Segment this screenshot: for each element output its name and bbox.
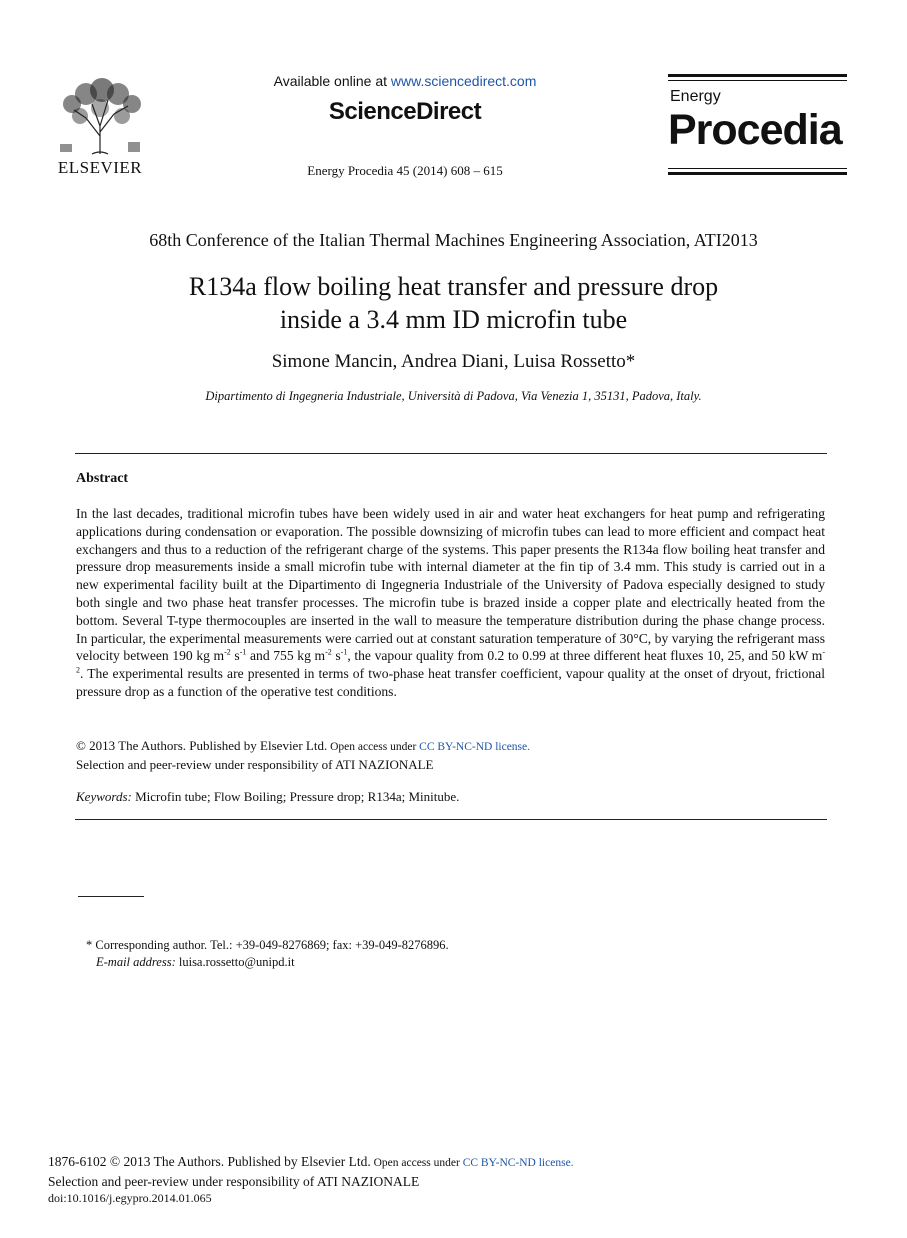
footnote	[86, 937, 449, 971]
platform-name: ScienceDirect	[328, 98, 482, 125]
abstract-text-3: and 755 kg m	[246, 648, 326, 664]
sciencedirect-link[interactable]: www.sciencedirect.com	[390, 73, 537, 89]
abstract-heading: Abstract	[76, 471, 129, 486]
journal-reference: Energy Procedia 45 (2014) 608 – 615	[307, 163, 503, 178]
journal-brand-small: Energy	[670, 88, 721, 105]
open-access-text: Open access under	[327, 741, 420, 753]
corresponding-author: * Corresponding author. Tel.: +39-049-8276869; fax: +39-049-8276896.	[86, 938, 449, 952]
doi[interactable]: doi:10.1016/j.egypro.2014.01.065	[48, 1191, 212, 1205]
authors: Simone Mancin, Andrea Diani, Luisa Rossetto*	[271, 351, 636, 372]
conference-name: 68th Conference of the Italian Thermal Machines Engineering Association, ATI2013	[149, 230, 758, 250]
affiliation: Dipartimento di Ingegneria Industriale, Università di Padova, Via Venezia 1, 35131, Padova, Italy.	[205, 389, 702, 403]
copyright-text: © 2013 The Authors. Published by Elsevier Ltd.	[76, 738, 328, 753]
license-link[interactable]: CC BY-NC-ND license.	[419, 741, 531, 753]
footnote-rule	[78, 896, 144, 897]
footer-peer-review: Selection and peer-review under responsibility of ATI NAZIONALE	[48, 1173, 420, 1189]
abstract-body	[76, 505, 825, 701]
email-address[interactable]: luisa.rossetto@unipd.it	[175, 955, 295, 969]
journal-brand-large: Procedia	[668, 106, 842, 154]
email-label: E-mail address:	[96, 955, 176, 969]
abstract-text-5: , the vapour quality from 0.2 to 0.99 at three different heat fluxes 10, 25, and 50 kW m	[347, 648, 823, 664]
publisher-logo-word: ELSEVIER	[57, 158, 143, 177]
abstract-bottom-rule	[75, 819, 827, 820]
available-online-prefix: Available online at	[273, 73, 391, 89]
paper-title-line-1: R134a flow boiling heat transfer and pressure drop	[188, 272, 719, 301]
abstract-text-6: . The experimental results are presented in terms of two-phase heat transfer coefficient, vapour quality at the onset of dryout, frictional pressure drop as a function of the operative test conditions.	[76, 666, 825, 699]
abstract-sup-1: -2	[224, 647, 231, 657]
abstract-text-1: In the last decades, traditional microfin tubes have been widely used in air and water heat exchangers for heat pump and refrigerating applications during condensation or evaporation. The possible downsizing of microfin tubes can lead to more efficient and compact heat exchangers and thus to a reduction of the refrigerant charge of the systems. This paper presents the R134a flow boiling heat transfer and pressure drop measurements inside a small microfin tube with internal diameter at the fin tip of 3.4 mm. This study is carried out in a new experimental facility built at the Dipartimento di Ingegneria Industriale of the University of Padova especially designed to study both single and two phase heat transfer processes. The microfin tube is brazed inside a copper plate and electrically heated from the bottom. Several T-type thermocouples are inserted in the wall to measure the temperature distribution during the phase change process. In particular, the experimental measurements were carried out at constant saturation temperature of 30°C, by varying the refrigerant mass velocity between 190 kg m	[76, 506, 825, 664]
issn-line: 1876-6102 © 2013 The Authors. Published by Elsevier Ltd.	[48, 1154, 371, 1169]
keywords-label: Keywords:	[76, 789, 132, 804]
paper-title	[0, 270, 907, 336]
abstract-sup-2: -1	[239, 647, 247, 657]
abstract-text-4: s	[331, 648, 341, 664]
journal-brand-logo	[668, 74, 847, 178]
abstract-top-rule	[75, 453, 827, 454]
paper-title-line-2: inside a 3.4 mm ID microfin tube	[279, 305, 628, 334]
footer-open-access: Open access under	[370, 1157, 463, 1169]
keywords	[76, 789, 459, 805]
page-footer	[48, 1153, 574, 1208]
abstract-sup-4: -1	[340, 647, 348, 657]
abstract-sup-3: -2	[325, 647, 332, 657]
abstract-text-2: s	[230, 648, 240, 664]
peer-review-text: Selection and peer-review under responsibility of ATI NAZIONALE	[76, 757, 434, 772]
footer-license-link[interactable]: CC BY-NC-ND license.	[462, 1157, 574, 1169]
abstract-sup-5: -2	[76, 647, 825, 675]
copyright-block	[76, 737, 825, 773]
available-online	[250, 73, 560, 89]
keywords-text: Microfin tube; Flow Boiling; Pressure drop; R134a; Minitube.	[131, 789, 460, 804]
